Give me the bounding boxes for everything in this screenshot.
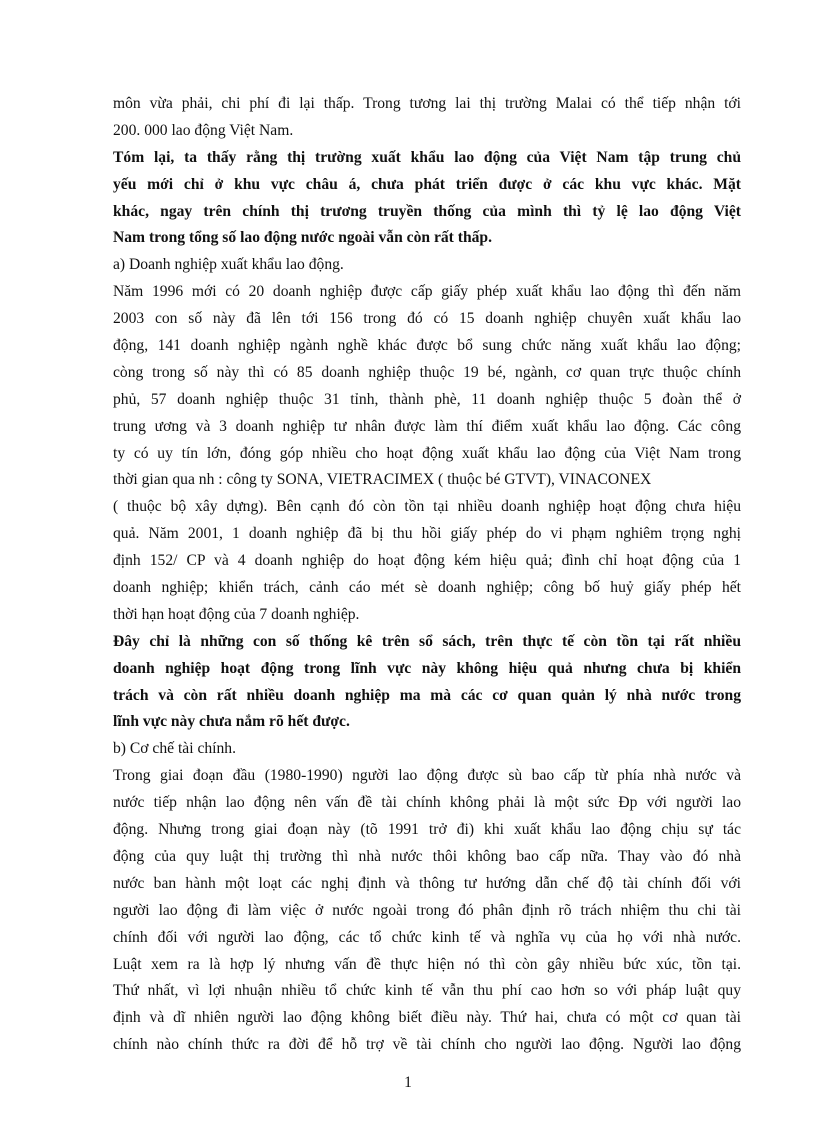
text-line: động. Nhưng trong giai đoạn này (tõ 1991 trở đi) khi xuất khẩu lao động chịu sự tác: [113, 821, 741, 839]
paragraph: [113, 279, 741, 629]
bold-paragraph: [113, 145, 741, 253]
text-line: doanh nghiệp; khiển trách, cảnh cáo mét sè doanh nghiệp; công bố huỷ giấy phép hết: [113, 579, 741, 597]
text-line: chính nào chính thức ra đời để hỗ trợ về tài chính cho người lao động. Người lao động: [113, 1036, 741, 1054]
paragraph: [113, 252, 741, 279]
document-body: [113, 91, 741, 1059]
text-line: môn vừa phải, chi phí đi lại thấp. Trong tương lai thị trường Malai có thể tiếp nhận tới: [113, 95, 741, 112]
text-line: Luật xem ra là hợp lý nhưng vấn đề thực hiện nó thì còn gây nhiều bức xúc, tồn tại.: [113, 955, 741, 973]
paragraph: [113, 91, 741, 145]
text-line: định và dĩ nhiên người lao động không biết điều này. Thứ hai, chưa có một cơ quan tài: [113, 1009, 741, 1027]
text-line: 200. 000 lao động Việt Nam.: [113, 121, 294, 139]
text-line: nước ban hành một loạt các nghị định và thông tư hướng dẫn chế độ tài chính đối với: [113, 874, 741, 892]
text-line: a) Doanh nghiệp xuất khẩu lao động.: [113, 256, 344, 274]
paragraph: [113, 736, 741, 763]
page-number: 1: [404, 1074, 412, 1091]
text-line: quả. Năm 2001, 1 doanh nghiệp đã bị thu hồi giấy phép do vi phạm nghiêm trọng nghị: [113, 525, 741, 543]
text-line: định 152/ CP và 4 doanh nghiệp do hoạt động kém hiệu quả; đình chỉ hoạt động của 1: [113, 552, 741, 570]
text-line: lĩnh vực này chưa nắm rõ hết được.: [113, 713, 350, 731]
text-line: Trong giai đoạn đầu (1980-1990) người lao động được sù bao cấp từ phía nhà nước và: [113, 767, 741, 785]
text-line: Thứ nhất, vì lợi nhuận nhiều tổ chức kinh tế vẫn thu phí cao hơn so với pháp luật quy: [113, 982, 741, 1000]
text-line: động của quy luật thị trường thì nhà nước thôi không bao cấp nữa. Thay vào đó nhà: [113, 847, 741, 865]
text-line: chính đối với người lao động, các tổ chức kinh tế và nghĩa vụ của họ với nhà nước.: [113, 928, 741, 946]
text-line: Đây chỉ là những con số thống kê trên sổ sách, trên thực tế còn tồn tại rất nhiều: [113, 632, 741, 650]
text-line: ( thuộc bộ xây dựng). Bên cạnh đó còn tồn tại nhiều doanh nghiệp hoạt động chưa hiệu: [113, 498, 741, 516]
text-line: thời hạn hoạt động của 7 doanh nghiệp.: [113, 605, 360, 623]
text-line: trung ương và 3 doanh nghiệp tư nhân được làm thí điểm xuất khẩu lao động. Các công: [113, 417, 741, 435]
text-line: trách và còn rất nhiều doanh nghiệp ma mà các cơ quan quản lý nhà nước trong: [113, 686, 741, 704]
text-line: động, 141 doanh nghiệp ngành nghề khác được bổ sung chức năng xuất khẩu lao động;: [113, 337, 741, 355]
text-line: phủ, 57 doanh nghiệp thuộc 31 tỉnh, thành phè, 11 doanh nghiệp thuộc 5 đoàn thể ở: [113, 390, 741, 408]
text-line: người lao động đi làm việc ở nước ngoài trong đó phân định rõ trách nhiệm thu chi tài: [113, 901, 741, 919]
text-line: thời gian qua nh : công ty SONA, VIETRACIMEX ( thuộc bé GTVT), VINACONEX: [113, 471, 652, 489]
bold-paragraph: [113, 629, 741, 737]
text-line: Năm 1996 mới có 20 doanh nghiệp được cấp giấy phép xuất khẩu lao động thì đến năm: [113, 283, 741, 301]
text-line: Tóm lại, ta thấy rằng thị trường xuất khẩu lao động của Việt Nam tập trung chủ: [113, 148, 741, 166]
text-line: b) Cơ chế tài chính.: [113, 740, 236, 758]
text-line: yếu mới chỉ ở khu vực châu á, chưa phát triển được ở các khu vực khác. Mặt: [113, 175, 741, 193]
text-line: Nam trong tổng số lao động nước ngoài vẫn còn rất thấp.: [113, 229, 493, 247]
text-line: doanh nghiệp hoạt động trong lĩnh vực này không hiệu quả nhưng chưa bị khiển: [113, 659, 741, 677]
text-line: ty có uy tín lớn, đóng góp nhiều cho hoạt động xuất khẩu lao động của Việt Nam trong: [113, 444, 741, 462]
text-line: còng trong số này thì có 85 doanh nghiệp thuộc 19 bé, ngành, cơ quan trực thuộc chính: [113, 363, 741, 381]
text-line: 2003 con số này đã lên tới 156 trong đó có 15 doanh nghiệp chuyên xuất khẩu lao: [113, 310, 741, 328]
text-line: khác, ngay trên chính thị trương truyền thống của mình thì tỷ lệ lao động Việt: [113, 202, 741, 220]
text-line: nước tiếp nhận lao động nên vấn đề tài chính không phải là một sức Ðp với người lao: [113, 794, 741, 812]
paragraph: [113, 763, 741, 1059]
